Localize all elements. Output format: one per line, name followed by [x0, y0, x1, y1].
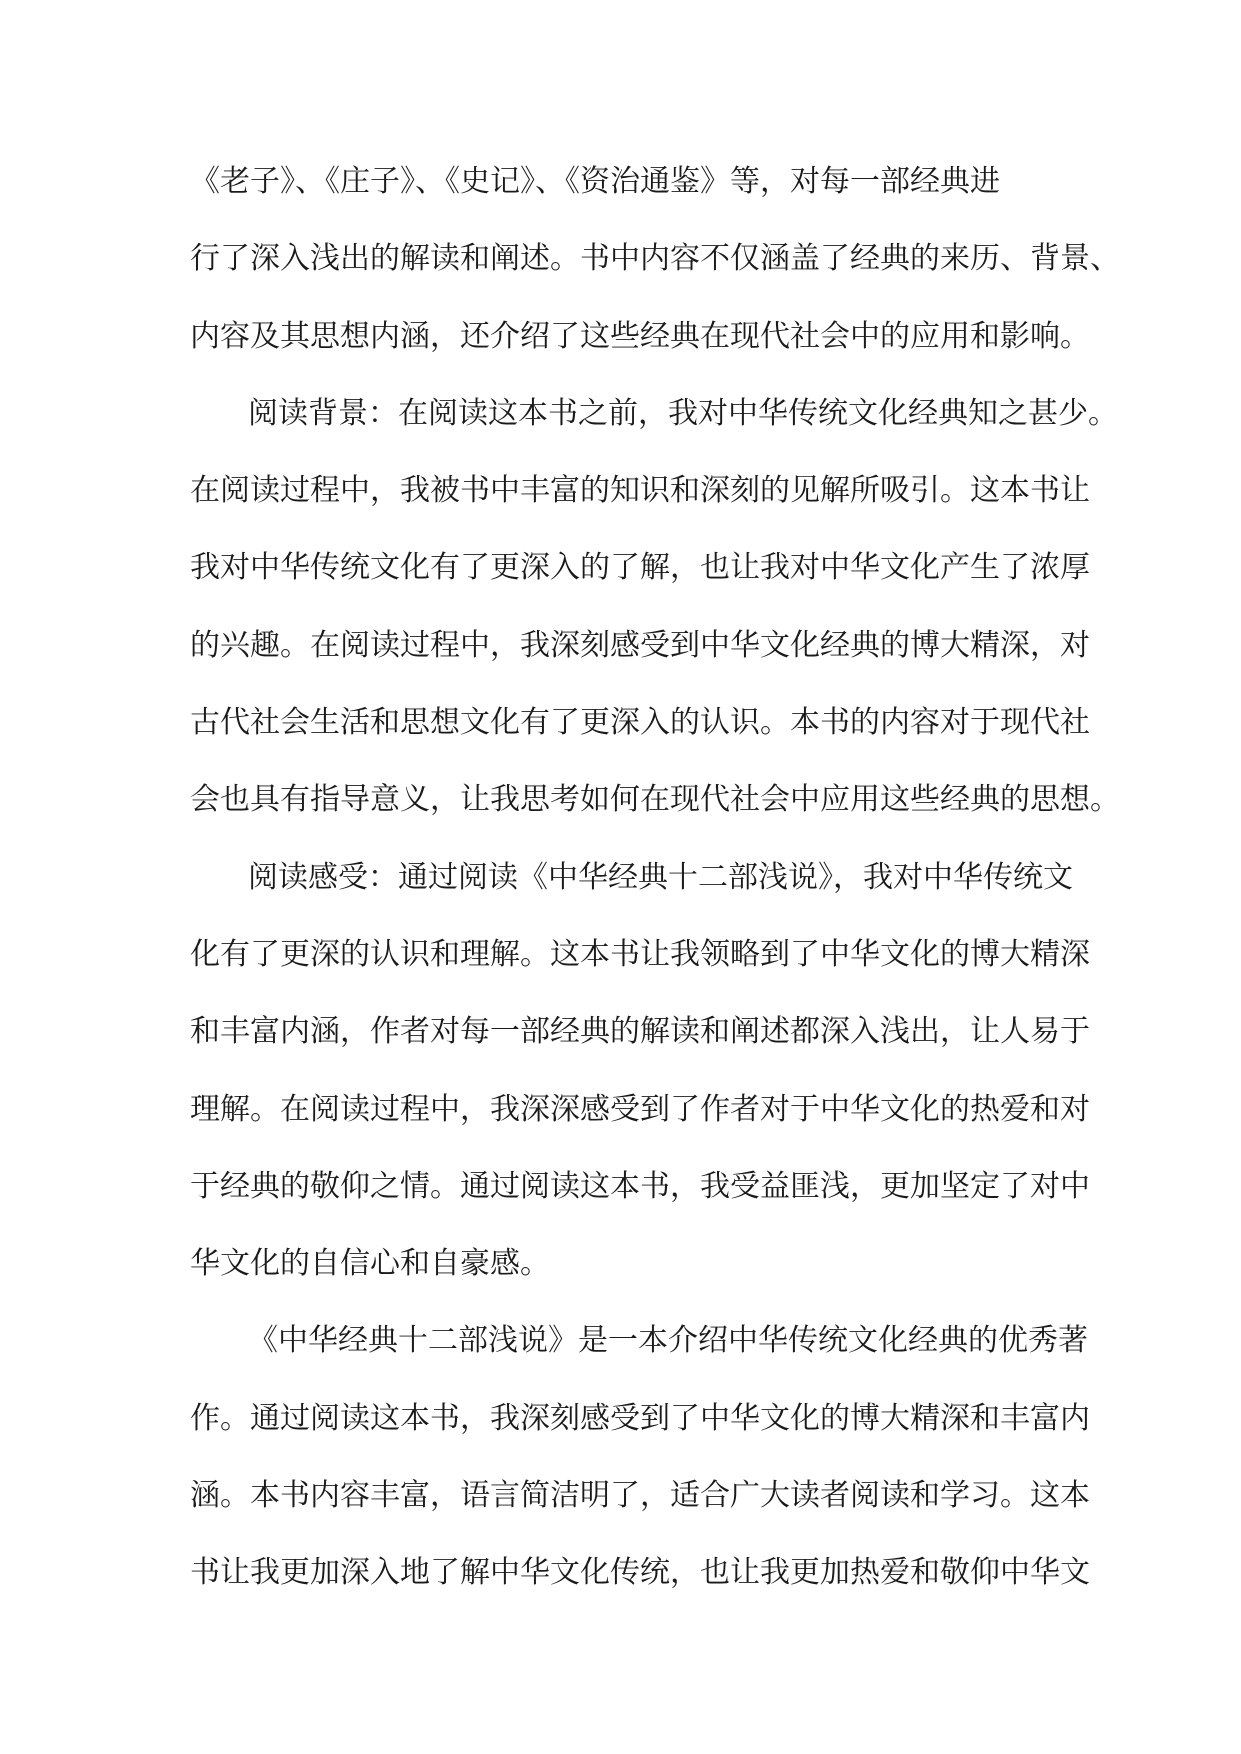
- text-line: 化有了更深的认识和理解。这本书让我领略到了中华文化的博大精深: [190, 936, 1090, 972]
- text-line: 书让我更加深入地了解中华文化传统，也让我更加热爱和敬仰中华文: [190, 1555, 1090, 1591]
- text-line: 和丰富内涵，作者对每一部经典的解读和阐述都深入浅出，让人易于: [190, 1014, 1090, 1050]
- text-line: 的兴趣。在阅读过程中，我深刻感受到中华文化经典的博大精深，对: [190, 627, 1090, 663]
- paragraph-start-line: 阅读感受：通过阅读《中华经典十二部浅说》，我对中华传统文: [248, 859, 1073, 895]
- text-line: 华文化的自信心和自豪感。: [190, 1246, 550, 1282]
- text-line: 《老子》、《庄子》、《史记》、《资治通鉴》等，对每一部经典进: [190, 164, 1000, 199]
- text-line: 作。通过阅读这本书，我深刻感受到了中华文化的博大精深和丰富内: [190, 1400, 1090, 1436]
- paragraph-start-line: 《中华经典十二部浅说》是一本介绍中华传统文化经典的优秀著: [248, 1323, 1088, 1359]
- text-line: 在阅读过程中，我被书中丰富的知识和深刻的见解所吸引。这本书让: [190, 473, 1090, 509]
- paragraph-start-line: 阅读背景：在阅读这本书之前，我对中华传统文化经典知之甚少。: [248, 395, 1118, 431]
- text-line: 古代社会生活和思想文化有了更深入的认识。本书的内容对于现代社: [190, 705, 1090, 741]
- text-line: 行了深入浅出的解读和阐述。书中内容不仅涵盖了经典的来历、背景、: [190, 241, 1120, 277]
- body-text: [190, 143, 1120, 1612]
- text-line: 内容及其思想内涵，还介绍了这些经典在现代社会中的应用和影响。: [190, 318, 1090, 354]
- text-line: 于经典的敬仰之情。通过阅读这本书，我受益匪浅，更加坚定了对中: [190, 1168, 1090, 1204]
- text-line: 会也具有指导意义，让我思考如何在现代社会中应用这些经典的思想。: [190, 782, 1120, 818]
- text-line: 涵。本书内容丰富，语言简洁明了，适合广大读者阅读和学习。这本: [190, 1478, 1090, 1514]
- text-line: 理解。在阅读过程中，我深深感受到了作者对于中华文化的热爱和对: [190, 1091, 1090, 1127]
- text-line: 我对中华传统文化有了更深入的了解，也让我对中华文化产生了浓厚: [190, 550, 1090, 586]
